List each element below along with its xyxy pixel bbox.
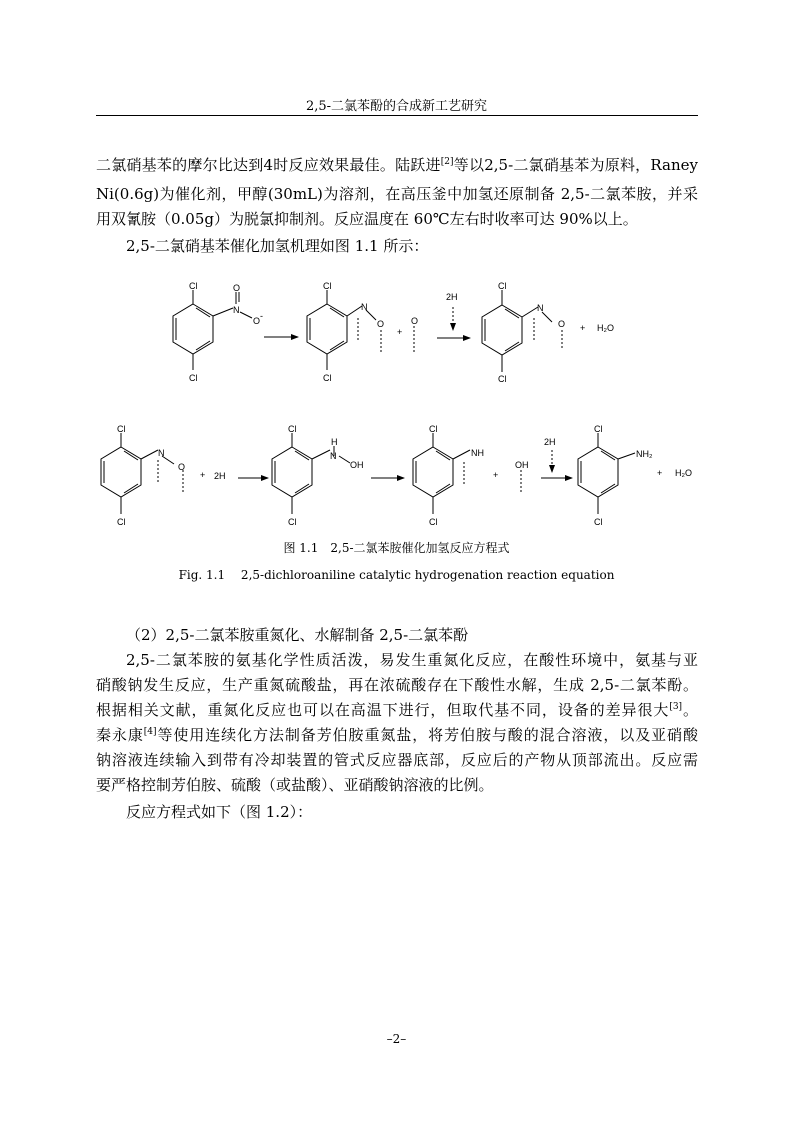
o-label: O bbox=[411, 316, 419, 326]
o-label: O bbox=[377, 319, 385, 329]
para3-line3: 根据相关文献，重氮化反应也可以在高温下进行，但取代基不同，设备的差异很大[3]。 bbox=[96, 701, 698, 719]
cl-label: Cl bbox=[594, 517, 603, 527]
n-label: N bbox=[158, 448, 165, 458]
nh-label: NH bbox=[471, 448, 484, 458]
para3-line6: 要严格控制芳伯胺、硫酸（或盐酸）、亚硝酸钠溶液的比例。 bbox=[96, 776, 494, 794]
citation-2: [2] bbox=[440, 157, 454, 167]
citation-4: [4] bbox=[143, 727, 157, 737]
section-heading: （2）2,5-二氯苯胺重氮化、水解制备 2,5-二氯苯酚 bbox=[126, 626, 469, 644]
benzene-ring-6 bbox=[413, 433, 521, 514]
n-label: N bbox=[361, 302, 368, 312]
oh-label: OH bbox=[515, 460, 529, 470]
reagent-label: 2H bbox=[446, 292, 458, 302]
cl-label: Cl bbox=[288, 517, 297, 527]
para1-line2: Ni(0.6g)为催化剂，甲醇(30mL)为溶剂，在高压釜中加氢还原制备 2,5-二氯苯胺，并采 bbox=[96, 185, 698, 203]
n-label: N bbox=[537, 303, 544, 313]
cl-label: Cl bbox=[323, 281, 332, 291]
plus-sign: + bbox=[200, 470, 206, 480]
n-label: N bbox=[330, 451, 337, 461]
cl-label: Cl bbox=[117, 424, 126, 434]
o-label: O bbox=[558, 319, 566, 329]
page-number: –2– bbox=[386, 1032, 407, 1046]
h-label: H bbox=[331, 437, 338, 447]
para3-line2: 硝酸钠发生反应，生产重氮硫酸盐，再在浓硫酸存在下酸性水解，生成 2,5-二氯苯酚。 bbox=[96, 676, 698, 694]
cl-label: Cl bbox=[189, 281, 198, 291]
oh-label: OH bbox=[350, 460, 364, 470]
cl-label: Cl bbox=[498, 281, 507, 291]
cl-label: Cl bbox=[117, 517, 126, 527]
benzene-ring-5 bbox=[272, 433, 350, 514]
plus-sign: + bbox=[397, 327, 403, 337]
figure-caption-cn: 图 1.1 2,5-二氯苯胺催化加氢反应方程式 bbox=[283, 541, 510, 555]
cl-label: Cl bbox=[429, 424, 438, 434]
running-header: 2,5-二氯苯酚的合成新工艺研究 bbox=[305, 99, 488, 114]
benzene-ring-4 bbox=[101, 433, 186, 514]
header-rule bbox=[96, 115, 698, 116]
para2-text: 2,5-二氯硝基苯催化加氢机理如图 1.1 所示： bbox=[126, 237, 429, 255]
reagent-label: 2H bbox=[214, 471, 226, 481]
figure-caption-en: Fig. 1.1 2,5-dichloroaniline catalytic hydrogenation reaction equation bbox=[178, 568, 615, 582]
para1-line3: 用双氰胺（0.05g）为脱氯抑制剂。反应温度在 60℃左右时收率可达 90%以上。 bbox=[96, 210, 638, 228]
para3-line5: 钠溶液连续输入到带有冷却装置的管式反应器底部，反应后的产物从顶部流出。反应需 bbox=[96, 751, 698, 769]
para3-line1: 2,5-二氯苯胺的氨基化学性质活泼，易发生重氮化反应，在酸性环境中，氨基与亚 bbox=[126, 651, 698, 669]
benzene-ring-1 bbox=[173, 290, 252, 370]
cl-label: Cl bbox=[429, 517, 438, 527]
cl-label: Cl bbox=[498, 374, 507, 384]
para3-line4: 秦永康[4]等使用连续化方法制备芳伯胺重氮盐，将芳伯胺与酸的混合溶液，以及亚硝酸 bbox=[96, 726, 698, 744]
cl-label: Cl bbox=[189, 373, 198, 383]
reaction-scheme-figure bbox=[0, 270, 793, 540]
cl-label: Cl bbox=[594, 424, 603, 434]
water-label: H₂O bbox=[675, 468, 692, 478]
o-label: O bbox=[233, 283, 241, 293]
cl-label: Cl bbox=[323, 373, 332, 383]
water-label: H₂O bbox=[597, 323, 614, 333]
charge-label: - bbox=[260, 311, 263, 321]
plus-sign: + bbox=[493, 470, 499, 480]
n-label: N bbox=[233, 305, 240, 315]
plus-sign: + bbox=[580, 323, 586, 333]
benzene-ring-7 bbox=[578, 433, 635, 514]
o-label: O bbox=[178, 462, 186, 472]
cl-label: Cl bbox=[288, 424, 297, 434]
nh2-label: NH₂ bbox=[636, 449, 653, 459]
para4-text: 反应方程式如下（图 1.2）： bbox=[126, 803, 313, 821]
plus-sign: + bbox=[657, 468, 663, 478]
benzene-ring-3 bbox=[482, 290, 562, 372]
para1-line1: 二氯硝基苯的摩尔比达到4时反应效果最佳。陆跃进[2]等以2,5-二氯硝基苯为原料，Raney bbox=[96, 156, 698, 174]
o-label: O bbox=[253, 316, 261, 326]
citation-3: [3] bbox=[669, 702, 683, 712]
reagent-label: 2H bbox=[544, 437, 556, 447]
